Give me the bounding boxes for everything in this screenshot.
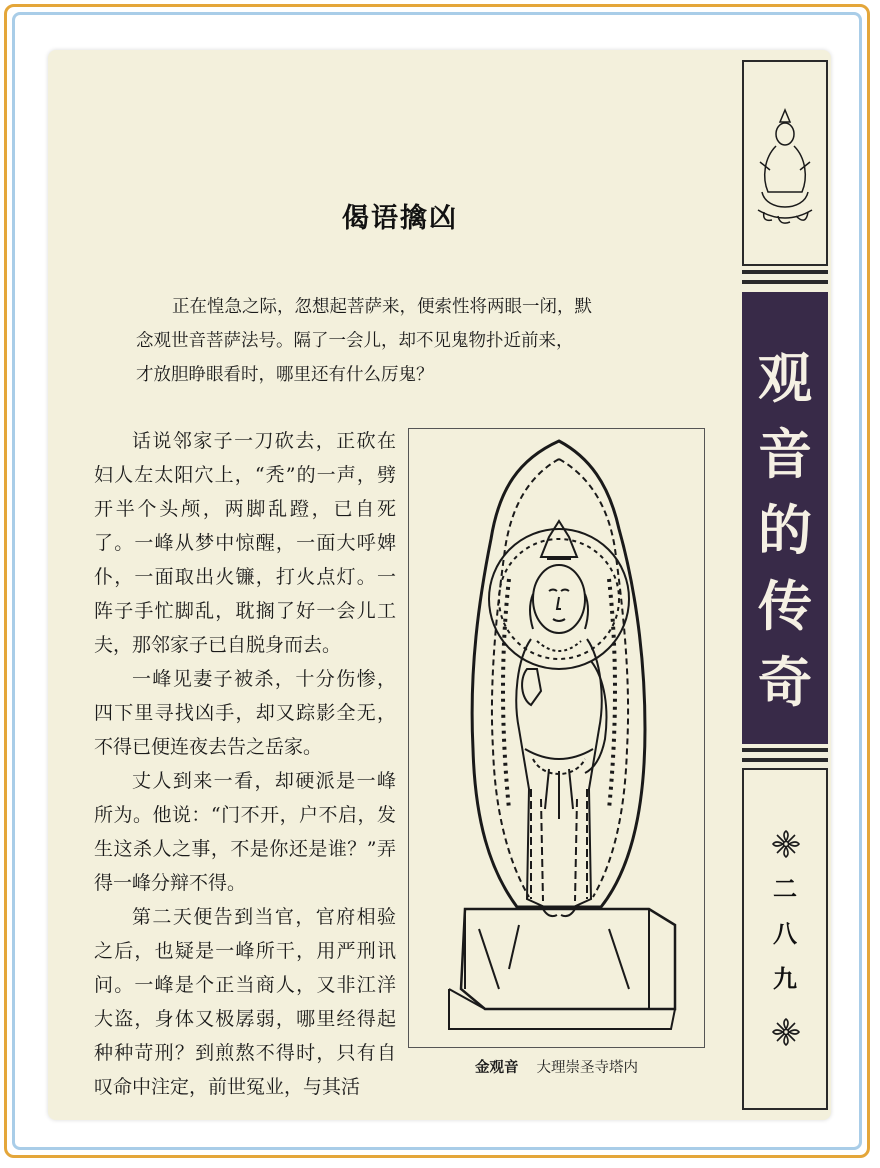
divider-rule	[742, 270, 828, 274]
section-title: 偈语擒凶	[342, 203, 458, 234]
page-number-char: 八	[773, 919, 797, 948]
epigraph	[136, 290, 676, 392]
book-title-char: 传	[758, 574, 812, 638]
paragraph: 一峰见妻子被杀，十分伤惨，四下里寻找凶手，却又踪影全无，不得已便连夜去告之岳家。	[94, 668, 396, 758]
guanyin-emblem-icon	[744, 62, 826, 264]
divider-rule	[742, 280, 828, 284]
book-title-char: 音	[758, 422, 812, 486]
caption-name: 金观音	[475, 1059, 519, 1076]
page-number-char: 九	[773, 964, 797, 993]
divider-rule	[742, 748, 828, 752]
page-number-vertical	[742, 866, 828, 1001]
body-text	[94, 424, 396, 1104]
book-title-vertical	[742, 340, 828, 720]
bodhisattva-statue-drawing	[409, 429, 706, 1049]
paragraph: 第二天便告到当官，官府相验之后，也疑是一峰所干，用严刑讯问。一峰是个正当商人，又非江洋大盗，身体又极孱弱，哪里经得起种种苛刑？到煎熬不得时，只有自叹命中注定，前世冤业，与其活	[94, 906, 396, 1098]
caption-location: 大理崇圣寺塔内	[536, 1060, 638, 1076]
epigraph-line: 正在惶急之际，忽想起菩萨来，便索性将两眼一闭，默	[172, 297, 592, 317]
page-number-char: 二	[773, 874, 797, 903]
figure-caption	[408, 1056, 705, 1077]
epigraph-line: 才放胆睁眼看时，哪里还有什么厉鬼？	[136, 365, 434, 385]
paragraph: 话说邻家子一刀砍去，正砍在妇人左太阳穴上，“秃”的一声，劈开半个头颅，两脚乱蹬，已自死了。一峰从梦中惊醒，一面大呼婢仆，一面取出火镰，打火点灯。一阵子手忙脚乱，耽搁了好一会儿工夫，那邻家子已自脱身而去。	[94, 430, 396, 656]
side-emblem-box	[742, 60, 828, 266]
statue-illustration	[408, 428, 705, 1048]
divider-rule	[742, 758, 828, 762]
book-title-char: 奇	[758, 650, 812, 714]
paragraph: 丈人到来一看，却硬派是一峰所为。他说：“门不开，户不启，发生这杀人之事，不是你还是谁？”弄得一峰分辩不得。	[94, 770, 396, 894]
flower-ornament-icon	[772, 1018, 800, 1046]
book-title-char: 的	[758, 498, 812, 562]
book-title-char: 观	[758, 346, 812, 410]
flower-ornament-icon	[772, 830, 800, 858]
epigraph-line: 念观世音菩萨法号。隔了一会儿，却不见鬼物扑近前来，	[136, 331, 574, 351]
